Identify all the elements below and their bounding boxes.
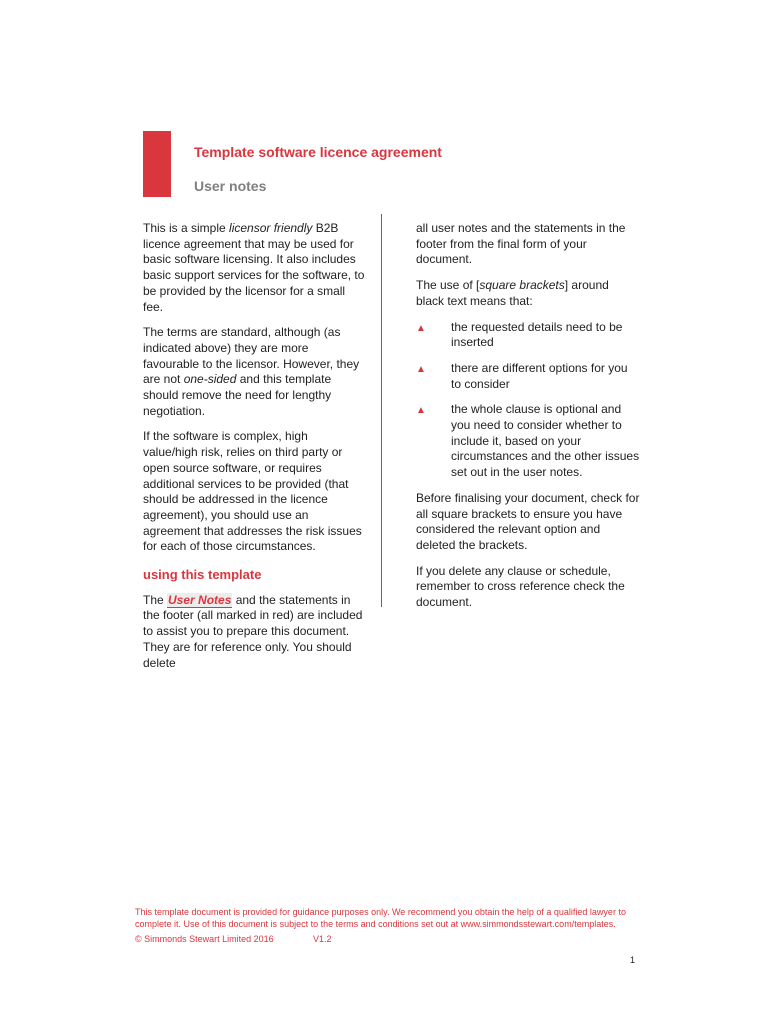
finalising-paragraph: Before finalising your document, check for all square brackets to ensure you have considered the relevant option and deleted the brackets. bbox=[416, 490, 640, 552]
text-run: This is a simple bbox=[143, 221, 230, 235]
section-heading: using this template bbox=[143, 567, 262, 583]
text-run: The use of [ bbox=[416, 278, 480, 293]
text-run: and the statements in the footer (all marked in red) are included to assist you to prepare this document. They are for reference only. You should delete bbox=[143, 592, 363, 670]
list-item bbox=[416, 320, 640, 351]
text-run: B2B licence agreement that may be used for basic software licensing. It also includes basic support services for the software, to be provided by the licensor for a small fee. bbox=[143, 221, 365, 314]
emphasis-text: one-sided bbox=[183, 372, 237, 387]
bullet-text: the requested details need to be inserted bbox=[451, 319, 623, 350]
text-run: ] around black text means that: bbox=[416, 278, 609, 308]
list-item bbox=[416, 402, 640, 481]
document-subtitle: User notes bbox=[194, 178, 267, 194]
list-item bbox=[416, 361, 640, 392]
triangle-bullet-icon: ▲ bbox=[416, 363, 426, 375]
bullet-text: there are different options for you to consider bbox=[451, 360, 628, 391]
accent-bar bbox=[143, 131, 171, 197]
text-run: The bbox=[143, 592, 168, 607]
right-column bbox=[416, 221, 640, 621]
page-number: 1 bbox=[630, 955, 636, 965]
document-title: Template software licence agreement bbox=[194, 144, 442, 160]
complexity-paragraph: If the software is complex, high value/high risk, relies on third party or open source software, or requires additional services to be provided (that should be addressed in the licence agreement), you should use an agreement that addresses the risk issues for each of those circumstances. bbox=[143, 429, 362, 554]
intro-paragraph bbox=[143, 221, 365, 315]
cross-reference-paragraph: If you delete any clause or schedule, remember to cross reference check the document. bbox=[416, 563, 625, 610]
left-column bbox=[143, 221, 365, 681]
text-run: and this template should remove the need for lengthy negotiation. bbox=[143, 372, 332, 418]
terms-paragraph bbox=[143, 325, 365, 419]
footer-disclaimer: This template document is provided for guidance purposes only. We recommend you obtain the help of a qualified lawyer to complete it. Use of this document is subject to the terms and conditions set out at www.simmondsstewart.com/templates. bbox=[135, 907, 626, 929]
triangle-bullet-icon: ▲ bbox=[416, 322, 426, 334]
user-notes-link[interactable]: User Notes bbox=[168, 592, 232, 607]
bullet-text: the whole clause is optional and you need to consider whether to include it, based on your circumstances and the other issues set out in the user notes. bbox=[451, 402, 640, 480]
emphasis-text: licensor friendly bbox=[229, 221, 313, 235]
emphasis-text: square brackets bbox=[479, 278, 565, 293]
footer-copyright: © Simmonds Stewart Limited 2016 bbox=[135, 934, 274, 944]
continuation-paragraph: all user notes and the statements in the footer from the final form of your document. bbox=[416, 221, 626, 267]
column-divider bbox=[381, 214, 382, 607]
user-notes-paragraph bbox=[143, 593, 365, 672]
triangle-bullet-icon: ▲ bbox=[416, 405, 426, 417]
square-brackets-paragraph bbox=[416, 278, 640, 309]
footer-version: V1.2 bbox=[313, 934, 332, 944]
text-run: The terms are standard, although (as indicated above) they are more favourable to the licensor. However, they are not bbox=[143, 325, 360, 387]
